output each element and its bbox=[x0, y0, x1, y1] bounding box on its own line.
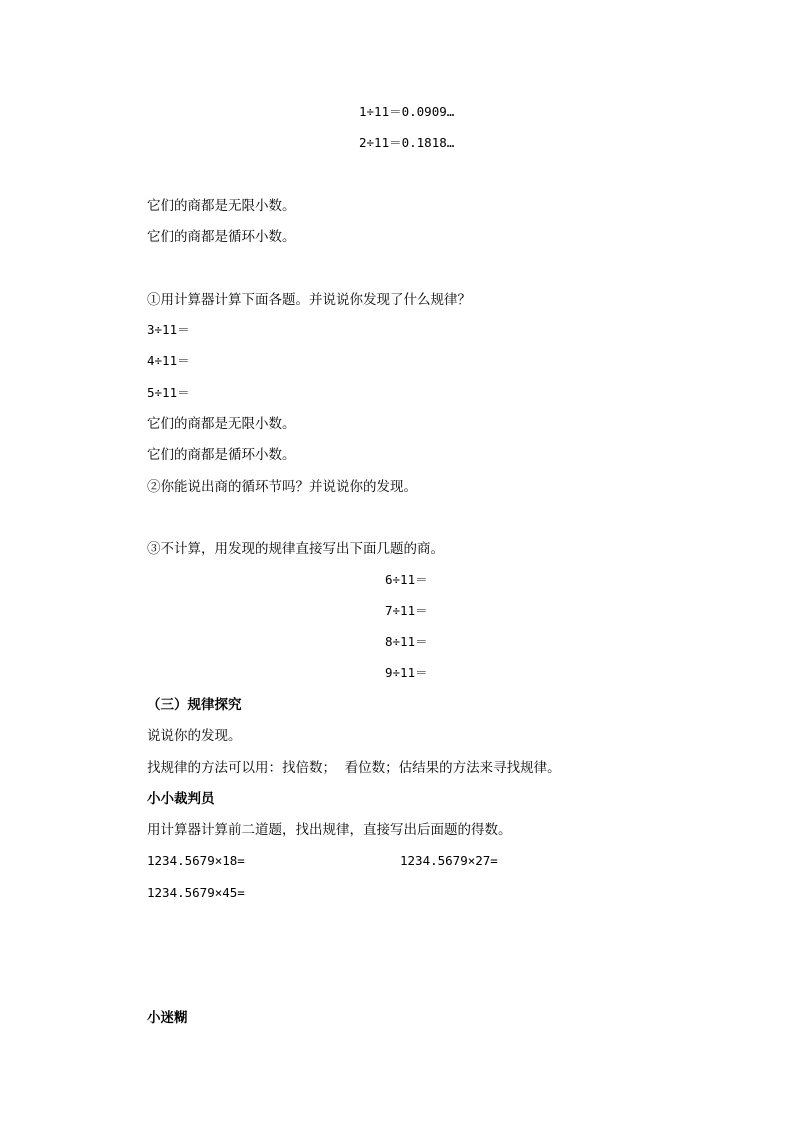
equation-3-div-11: 3÷11＝ bbox=[147, 322, 190, 337]
puzzle-title: 小迷糊 bbox=[147, 1010, 188, 1026]
method-text: 找规律的方法可以用：找倍数； 看位数；估结果的方法来寻找规律。 bbox=[147, 760, 561, 776]
question-1: ①用计算器计算下面各题。并说说你发现了什么规律？ bbox=[147, 292, 471, 308]
equation-5-div-11: 5÷11＝ bbox=[147, 385, 190, 400]
equation-9-div-11: 9÷11＝ bbox=[385, 665, 428, 680]
note-infinite-decimal: 它们的商都是无限小数。 bbox=[147, 198, 296, 214]
judge-title: 小小裁判员 bbox=[147, 791, 215, 807]
note-repeating-decimal-2: 它们的商都是循环小数。 bbox=[147, 447, 296, 463]
equation-2-div-11: 2÷11＝0.1818… bbox=[359, 135, 455, 150]
equation-1-div-11: 1÷11＝0.0909… bbox=[359, 104, 455, 119]
equation-4-div-11: 4÷11＝ bbox=[147, 353, 190, 368]
say-your-findings: 说说你的发现。 bbox=[147, 728, 242, 744]
question-2: ②你能说出商的循环节吗？并说说你的发现。 bbox=[147, 479, 417, 495]
multiplication-3: 1234.5679×45= bbox=[147, 885, 245, 900]
equation-8-div-11: 8÷11＝ bbox=[385, 634, 428, 649]
equation-6-div-11: 6÷11＝ bbox=[385, 572, 428, 587]
note-infinite-decimal-2: 它们的商都是无限小数。 bbox=[147, 416, 296, 432]
equation-7-div-11: 7÷11＝ bbox=[385, 603, 428, 618]
section-heading-3: （三）规律探究 bbox=[147, 697, 242, 713]
question-3: ③不计算，用发现的规律直接写出下面几题的商。 bbox=[147, 541, 444, 557]
multiplication-2: 1234.5679×27= bbox=[400, 853, 498, 868]
note-repeating-decimal: 它们的商都是循环小数。 bbox=[147, 229, 296, 245]
judge-instruction: 用计算器计算前二道题，找出规律，直接写出后面题的得数。 bbox=[147, 822, 512, 838]
multiplication-1: 1234.5679×18= bbox=[147, 853, 245, 868]
